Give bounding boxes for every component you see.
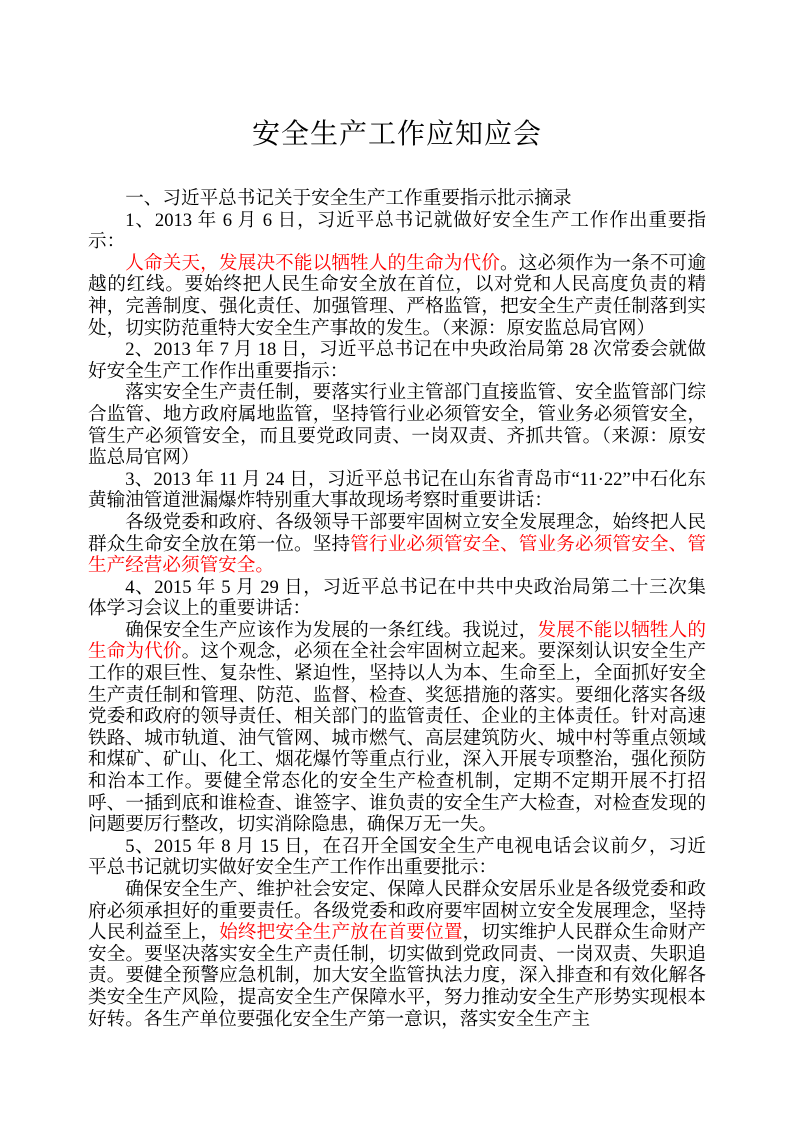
- paragraph: [88, 382, 706, 468]
- document-title: 安全生产工作应知应会: [251, 117, 542, 150]
- paragraph: [88, 188, 706, 210]
- paragraph: [88, 339, 706, 382]
- text-run: ，切实维护人民群众生命财产安全。要坚决落实安全生产责任制，切实做到党政同责、一岗双责、失职追责。要健全预警应急机制，加大安全监管执法力度，深入排查和有效化解各类安全生产风险，提高安全生产保障水平，努力推动安全生产形势实现根本好转。各生产单位要强化安全生产第一意识，落实安全生产主: [88, 922, 706, 1030]
- text-run: 2、2013 年 7 月 18 日，习近平总书记在中央政治局第 28 次常委会就做好安全生产工作作出重要指示：: [88, 339, 706, 382]
- paragraph: [88, 512, 706, 577]
- paragraph: [88, 253, 706, 339]
- text-run: 4、2015 年 5 月 29 日，习近平总书记在中共中央政治局第二十三次集体学习会议上的重要讲话：: [88, 576, 706, 620]
- text-run: 3、2013 年 11 月 24 日，习近平总书记在山东省青岛市“11·22”中石化东黄输油管道泄漏爆炸特别重大事故现场考察时重要讲话：: [88, 468, 706, 512]
- text-run: 。这必须作为一条不可逾越的红线。要始终把人民生命安全放在首位，以对党和人民高度负责的精神，完善制度、强化责任、加强管理、严格监管，把安全生产责任制落到实处，切实防范重特大安全生产事故的发生。（来源：原安监总局官网）: [88, 252, 706, 339]
- text-run: 一、习近平总书记关于安全生产工作重要指示批示摘录: [125, 188, 572, 209]
- text-run: 确保安全生产应该作为发展的一条红线。我说过，: [125, 619, 538, 641]
- highlighted-text-run: 发展不能以牺牲人的生命为代价: [88, 619, 706, 663]
- paragraph: [88, 210, 706, 253]
- text-run: 落实安全生产责任制，要落实行业主管部门直接监管、安全监管部门综合监管、地方政府属地监管，坚持管行业必须管安全，管业务必须管安全，管生产必须管安全，而且要党政同责、一岗双责、齐抓共管。（来源：原安监总局官网）: [88, 382, 706, 469]
- paragraph: [88, 836, 706, 879]
- highlighted-text-run: 始终把安全生产放在首要位置: [219, 922, 463, 944]
- text-run: 确保安全生产、维护社会安定、保障人民群众安居乐业是各级党委和政府必须承担好的重要责任。各级党委和政府要牢固树立安全发展理念，坚持人民利益至上，: [88, 879, 706, 944]
- highlighted-text-run: 人命关天，发展决不能以牺牲人的生命为代价: [125, 252, 500, 274]
- paragraph: [88, 620, 706, 836]
- text-run: 。这个观念，必须在全社会牢固树立起来。要深刻认识安全生产工作的艰巨性、复杂性、紧迫性，坚持以人为本、生命至上，全面抓好安全生产责任制和管理、防范、监督、检查、奖惩措施的落实。要细化落实各级党委和政府的领导责任、相关部门的监管责任、企业的主体责任。针对高速铁路、城市轨道、油气管网、城市燃气、高层建筑防火、城中村等重点领域和煤矿、矿山、化工、烟花爆竹等重点行业，深入开展专项整治，强化预防和治本工作。要健全常态化的安全生产检查机制，定期不定期开展不打招呼、一插到底和谁检查、谁签字、谁负责的安全生产大检查，对检查发现的问题要厉行整改，切实消除隐患，确保万无一失。: [88, 641, 706, 836]
- text-run: 5、2015 年 8 月 15 日，在召开全国安全生产电视电话会议前夕，习近平总书记就切实做好安全生产工作作出重要批示：: [88, 835, 706, 879]
- highlighted-text-run: 管行业必须管安全、管业务必须管安全、管生产经营必须管安全。: [88, 533, 706, 577]
- paragraph: [88, 469, 706, 512]
- paragraph: [88, 577, 706, 620]
- paragraph: [88, 879, 706, 1030]
- text-run: 1、2013 年 6 月 6 日，习近平总书记就做好安全生产工作作出重要指示：: [88, 209, 706, 253]
- text-run: 各级党委和政府、各级领导干部要牢固树立安全发展理念，始终把人民群众生命安全放在第一位。坚持: [88, 511, 706, 555]
- document-content: [88, 116, 706, 1030]
- document-body: [88, 188, 706, 1030]
